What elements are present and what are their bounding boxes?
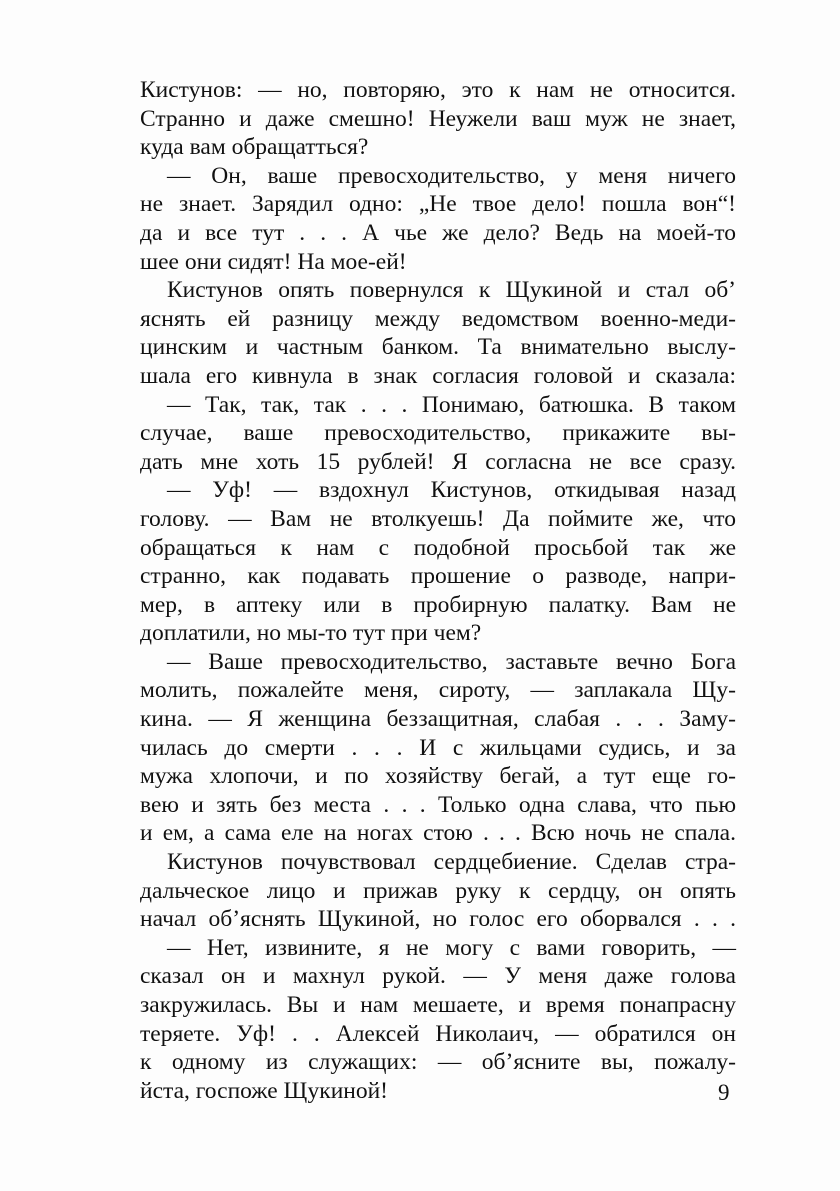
text-line: яснять ей разницу между ведомством военно-меди- (140, 305, 736, 332)
text-line: дальческое лицо и прижав руку к сердцу, он опять (140, 877, 736, 904)
text-line: мер, в аптеку или в пробирную палатку. Вам не (140, 591, 736, 618)
text-line: доплатили, но мы-то тут при чем? (140, 620, 482, 647)
text-line: голову. — Вам не втолкуешь! Да поймите же, что (140, 505, 736, 532)
text-line: цинским и частным банком. Та внимательно выслу- (140, 334, 736, 361)
page-number: 9 (718, 1080, 730, 1105)
text-line: сказал он и махнул рукой. — У меня даже голова (140, 963, 736, 990)
text-line: теряете. Уф! . . Алексей Николаич, — обратился он (140, 1020, 736, 1047)
text-line: Странно и даже смешно! Неужели ваш муж не знает, (140, 105, 736, 132)
text-line: мужа хлопочи, и по хозяйству бегай, а тут еще го- (140, 763, 736, 790)
text-line: чилась до смерти . . . И с жильцами судись, и за (140, 734, 736, 761)
text-line: Кистунов: — но, повторяю, это к нам не относится. (140, 77, 736, 103)
text-line: кина. — Я женщина беззащитная, слабая . . . Заму- (140, 706, 736, 733)
text-line: странно, как подавать прошение о разводе, напри- (140, 563, 736, 590)
text-line: шее они сидят! На мое-ей! (140, 248, 407, 275)
text-line: Кистунов опять повернулся к Щукиной и стал об’ (167, 277, 736, 304)
text-line: шала его кивнула в знак согласия головой и сказала: (140, 362, 736, 389)
body-text (140, 76, 736, 1105)
text-line: Кистунов почувствовал сердцебиение. Сделав стра- (167, 849, 736, 876)
text-line: дать мне хоть 15 рублей! Я согласна не все сразу. (140, 448, 736, 475)
text-line: начал об’яснять Щукиной, но голос его оборвался . . . (140, 906, 736, 933)
text-line: не знает. Зарядил одно: „Не твое дело! пошла вон“! (140, 191, 736, 218)
text-line: — Он, ваше превосходительство, у меня ничего (167, 162, 736, 189)
text-line: — Так, так, так . . . Понимаю, батюшка. В таком (167, 391, 736, 418)
text-line: и ем, а сама еле на ногах стою . . . Всю ночь не спала. (140, 820, 736, 847)
text-line: к одному из служащих: — об’ясните вы, пожалу- (140, 1049, 736, 1076)
text-line: — Уф! — вздохнул Кистунов, откидывая назад (167, 477, 736, 504)
text-line: случае, ваше превосходительство, прикажите вы- (140, 420, 736, 447)
text-line: — Нет, извините, я не могу с вами говорить, — (167, 934, 736, 961)
text-line: вею и зять без места . . . Только одна слава, что пью (140, 791, 736, 818)
text-line: закружилась. Вы и нам мешаете, и время понапрасну (140, 992, 736, 1018)
text-line: молить, пожалейте меня, сироту, — заплакала Щу- (140, 677, 736, 704)
text-line: да и все тут . . . А чье же дело? Ведь на моей-то (140, 219, 736, 246)
text-line: куда вам обращатться? (140, 134, 369, 161)
text-line: обращаться к нам с подобной просьбой так же (140, 534, 736, 561)
text-line: — Ваше превосходительство, заставьте вечно Бога (167, 648, 736, 675)
text-line: йста, госпоже Щукиной! (140, 1077, 389, 1104)
